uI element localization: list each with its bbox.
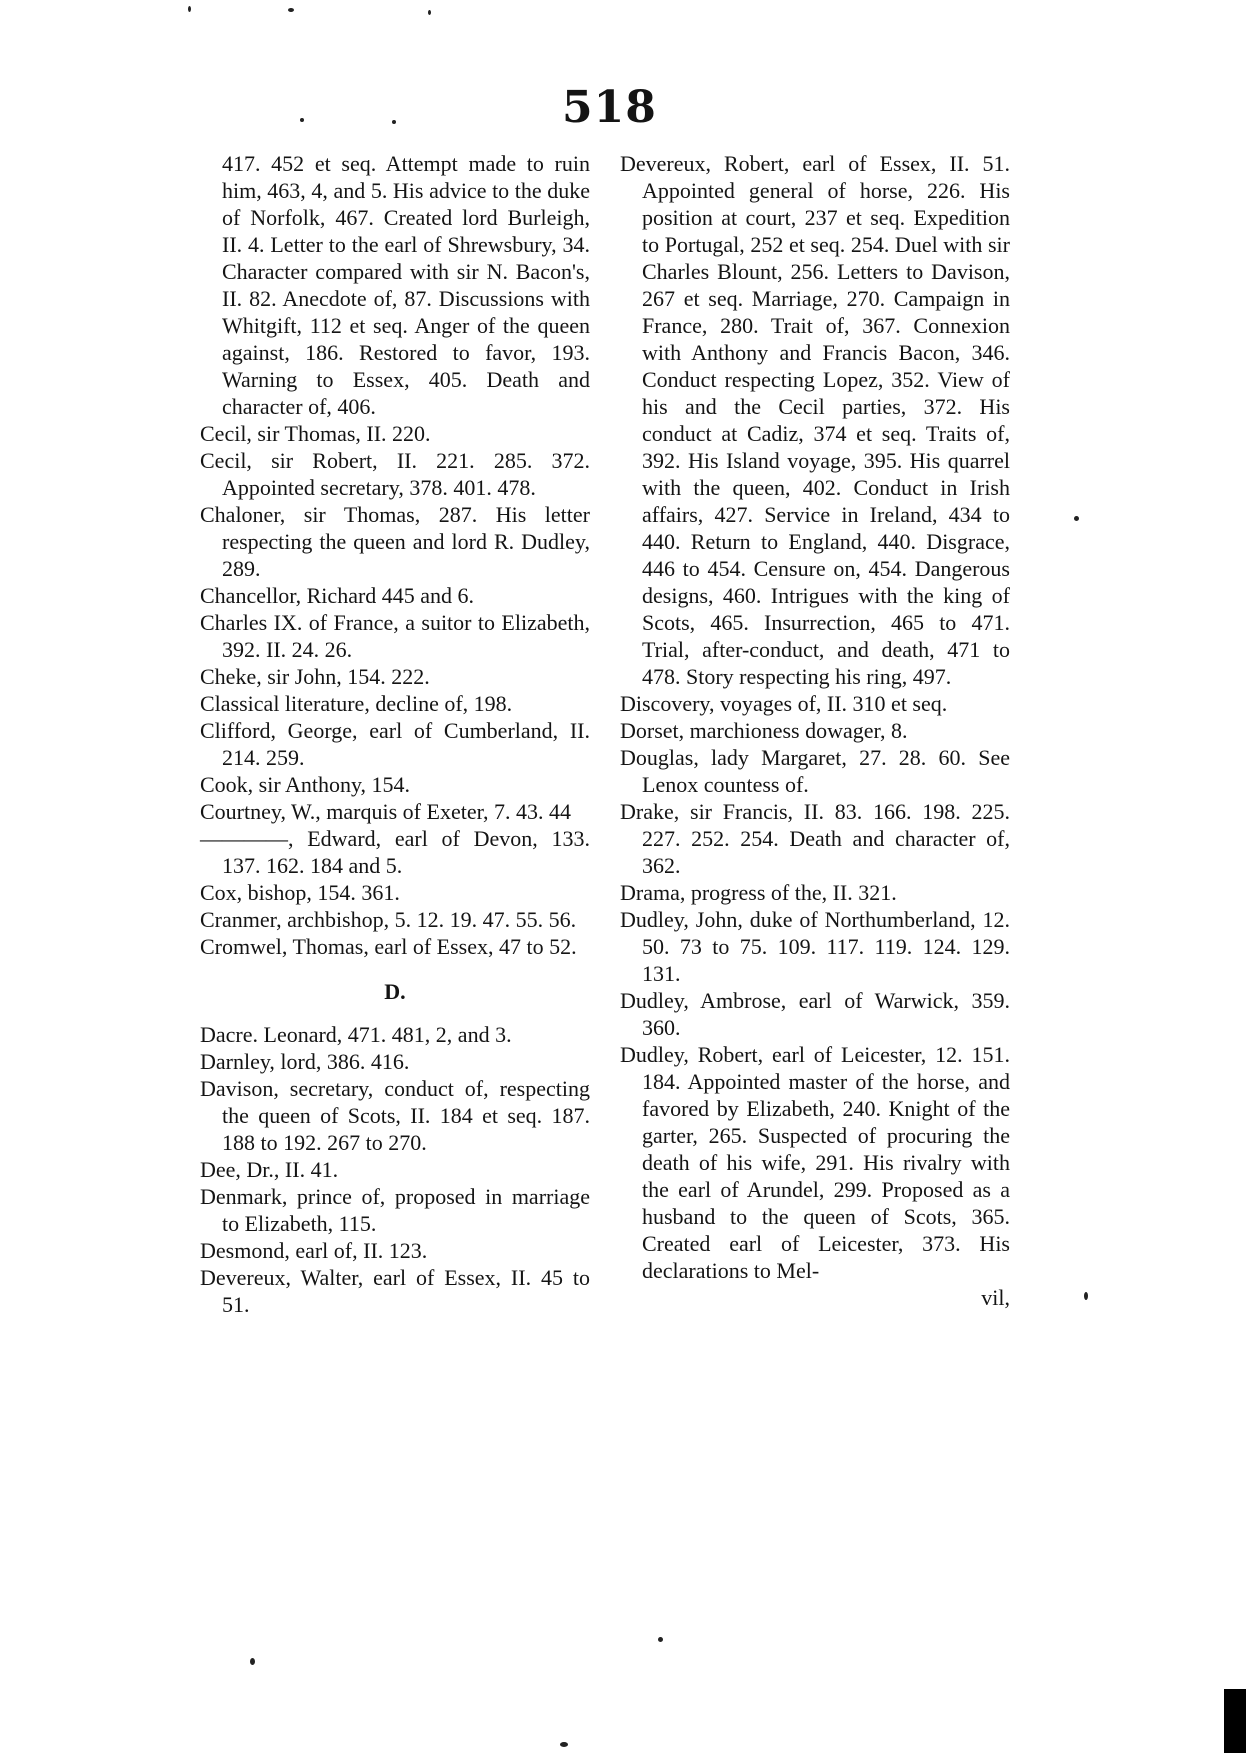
index-entry: Chaloner, sir Thomas, 287. His letter respecting the queen and lord R. Dudley, 289. bbox=[200, 502, 590, 581]
index-entry: Desmond, earl of, II. 123. bbox=[200, 1238, 428, 1263]
index-entry: Drama, progress of the, II. 321. bbox=[620, 880, 897, 905]
index-entry: Cecil, sir Thomas, II. 220. bbox=[200, 421, 431, 446]
index-entry: Dee, Dr., II. 41. bbox=[200, 1157, 339, 1182]
right-column bbox=[620, 150, 1010, 1311]
scan-speck bbox=[188, 6, 191, 12]
index-entry: Davison, secretary, conduct of, respecting the queen of Scots, II. 184 et seq. 187. 188 to 192. 267 to 270. bbox=[200, 1076, 590, 1155]
index-entry: Charles IX. of France, a suitor to Elizabeth, 392. II. 24. 26. bbox=[200, 610, 590, 662]
scan-speck bbox=[1084, 1292, 1088, 1300]
index-entry: Dacre. Leonard, 471. 481, 2, and 3. bbox=[200, 1022, 512, 1047]
scan-speck bbox=[560, 1742, 568, 1747]
scan-speck bbox=[1074, 516, 1079, 521]
page-number: 518 bbox=[562, 82, 657, 133]
index-entry: Douglas, lady Margaret, 27. 28. 60. See Lenox countess of. bbox=[620, 745, 1010, 797]
index-entry: Devereux, Walter, earl of Essex, II. 45 to 51. bbox=[200, 1265, 590, 1317]
index-entry: Dudley, John, duke of Northumberland, 12. 50. 73 to 75. 109. 117. 119. 124. 129. 131. bbox=[620, 907, 1010, 986]
index-entry: Darnley, lord, 386. 416. bbox=[200, 1049, 410, 1074]
scan-speck bbox=[428, 10, 431, 15]
index-entry: Dudley, Robert, earl of Leicester, 12. 151. 184. Appointed master of the horse, and favored by Elizabeth, 240. Knight of the garter, 265. Suspected of procuring the death of his wife, 291. His rivalry with the earl of Arundel, 299. Proposed as a husband to the queen of Scots, 365. Created earl of Leicester, 373. His declarations to Mel- bbox=[620, 1042, 1010, 1283]
continued-entry: 417. 452 et seq. Attempt made to ruin him, 463, 4, and 5. His advice to the duke of Norfolk, 467. Created lord Burleigh, II. 4. Letter to the earl of Shrewsbury, 34. Character compared with sir N. Bacon's, II. 82. Anecdote of, 87. Discussions with Whitgift, 112 et seq. Anger of the queen against, 186. Restored to favor, 193. Warning to Essex, 405. Death and character of, 406. bbox=[222, 151, 590, 419]
index-entry: Cheke, sir John, 154. 222. bbox=[200, 664, 430, 689]
index-entry: Drake, sir Francis, II. 83. 166. 198. 225. 227. 252. 254. Death and character of, 362. bbox=[620, 799, 1010, 878]
index-entry: Dorset, marchioness dowager, 8. bbox=[620, 718, 908, 743]
scan-speck bbox=[288, 8, 294, 12]
scan-edge-mark bbox=[1224, 1689, 1246, 1753]
index-entry: Cook, sir Anthony, 154. bbox=[200, 772, 411, 797]
index-entry: Chancellor, Richard 445 and 6. bbox=[200, 583, 475, 608]
index-entry: Dudley, Ambrose, earl of Warwick, 359. 360. bbox=[620, 988, 1010, 1040]
catchword: vil, bbox=[981, 1285, 1010, 1310]
index-entry: Devereux, Robert, earl of Essex, II. 51. Appointed general of horse, 226. His position at court, 237 et seq. Expedition to Portugal, 252 et seq. 254. Duel with sir Charles Blount, 256. Letters to Davison, 267 et seq. Marriage, 270. Campaign in France, 280. Trait of, 367. Connexion with Anthony and Francis Bacon, 346. Conduct respecting Lopez, 352. View of his and the Cecil parties, 372. His conduct at Cadiz, 374 et seq. Traits of, 392. His Island voyage, 395. His quarrel with the queen, 402. Conduct in Irish affairs, 427. Service in Ireland, 434 to 440. Return to England, 440. Disgrace, 446 to 454. Censure on, 454. Dangerous designs, 460. Intrigues with the king of Scots, 465. Insurrection, 465 to 471. Trial, after-conduct, and death, 471 to 478. Story respecting his ring, 497. bbox=[620, 151, 1010, 689]
index-entry: Cromwel, Thomas, earl of Essex, 47 to 52. bbox=[200, 934, 577, 959]
index-entry: Classical literature, decline of, 198. bbox=[200, 691, 513, 716]
index-entry: Cecil, sir Robert, II. 221. 285. 372. Appointed secretary, 378. 401. 478. bbox=[200, 448, 590, 500]
scan-speck bbox=[658, 1637, 663, 1642]
index-entry: Clifford, George, earl of Cumberland, II. 214. 259. bbox=[200, 718, 590, 770]
index-entry: Denmark, prince of, proposed in marriage to Elizabeth, 115. bbox=[200, 1184, 590, 1236]
index-entry: Cox, bishop, 154. 361. bbox=[200, 880, 400, 905]
scan-speck bbox=[250, 1658, 255, 1665]
index-entry: Discovery, voyages of, II. 310 et seq. bbox=[620, 691, 948, 716]
left-column bbox=[200, 150, 590, 1318]
scan-speck bbox=[300, 118, 304, 122]
index-entry: Courtney, W., marquis of Exeter, 7. 43. 44 bbox=[200, 799, 572, 824]
index-entry: ————, Edward, earl of Devon, 133. 137. 162. 184 and 5. bbox=[200, 826, 590, 878]
index-entry: Cranmer, archbishop, 5. 12. 19. 47. 55. 56. bbox=[200, 907, 577, 932]
scan-speck bbox=[392, 120, 396, 124]
section-heading: D. bbox=[384, 979, 406, 1004]
